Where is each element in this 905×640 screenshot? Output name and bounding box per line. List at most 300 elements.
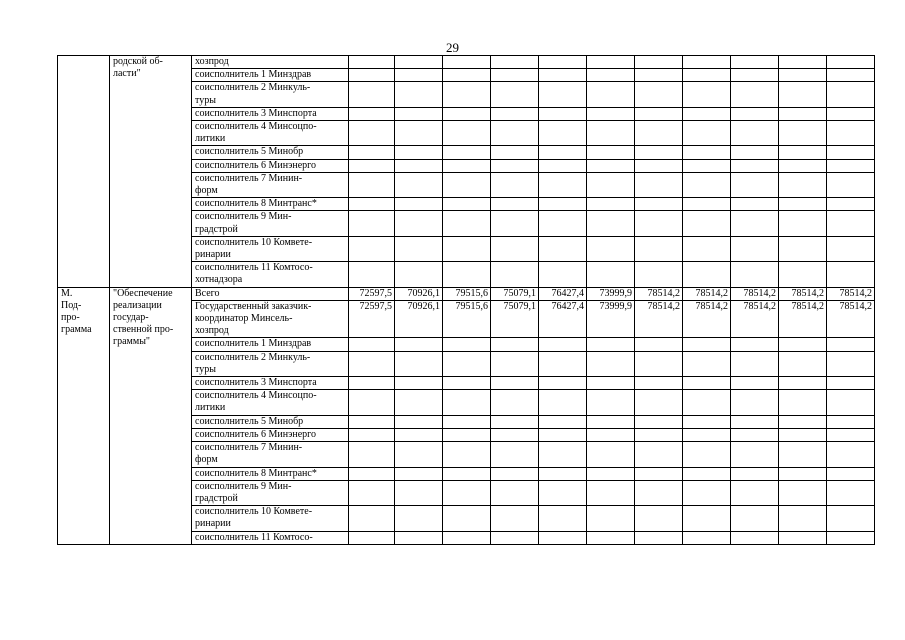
funding-value-cell [443, 338, 491, 351]
funding-value-cell [491, 442, 539, 467]
funding-value-cell [731, 211, 779, 236]
funding-value-cell [827, 262, 875, 287]
funding-value-cell [731, 467, 779, 480]
text-line: соисполнитель 10 Комвете- [195, 236, 313, 248]
funding-value-cell: 75079,1 [491, 300, 539, 338]
funding-value-cell [635, 69, 683, 82]
funding-value-cell: 73999,9 [587, 287, 635, 300]
text-line: соисполнитель 9 Мин- [195, 211, 292, 223]
funding-value-cell [587, 172, 635, 197]
funding-value-cell [635, 351, 683, 376]
funding-value-cell [587, 159, 635, 172]
funding-value-cell [443, 377, 491, 390]
funding-value-cell [443, 390, 491, 415]
funding-value-cell [731, 351, 779, 376]
text-line: ринарии [195, 518, 231, 530]
funding-value-cell [443, 146, 491, 159]
funding-value-cell [731, 69, 779, 82]
funding-value-cell [635, 480, 683, 505]
funding-value-cell [539, 377, 587, 390]
funding-value-cell [731, 172, 779, 197]
text-line: ласти" [113, 68, 141, 80]
funding-value-cell [587, 531, 635, 544]
funding-value-cell [491, 480, 539, 505]
funding-value-cell [731, 146, 779, 159]
funding-value-cell [395, 338, 443, 351]
program-name-cell [110, 287, 192, 544]
funding-value-cell [827, 159, 875, 172]
funding-value-cell [395, 236, 443, 261]
text-line: градстрой [195, 492, 238, 504]
subprogram-m-section [58, 287, 875, 544]
funding-value-cell [635, 146, 683, 159]
text-line: литики [195, 133, 226, 145]
funding-value-cell [349, 198, 395, 211]
executor-cell: соисполнитель 6 Минэнерго [192, 428, 349, 441]
executor-cell [192, 236, 349, 261]
funding-value-cell [539, 198, 587, 211]
text-line: соисполнитель 4 Минсоцпо- [195, 121, 317, 133]
funding-value-cell [539, 159, 587, 172]
funding-table [57, 55, 875, 545]
executor-cell [192, 506, 349, 531]
text-line: государ- [113, 312, 149, 324]
funding-value-cell [539, 146, 587, 159]
funding-value-cell [443, 82, 491, 107]
funding-value-cell [827, 172, 875, 197]
funding-value-cell: 78514,2 [635, 287, 683, 300]
funding-value-cell [683, 107, 731, 120]
funding-value-cell [539, 428, 587, 441]
executor-cell: соисполнитель 11 Комтосо- [192, 531, 349, 544]
funding-value-cell [395, 351, 443, 376]
funding-value-cell [491, 351, 539, 376]
text-line: про- [61, 312, 80, 324]
funding-value-cell [635, 390, 683, 415]
funding-value-cell [491, 428, 539, 441]
funding-value-cell [731, 159, 779, 172]
funding-value-cell: 78514,2 [779, 300, 827, 338]
funding-value-cell [827, 428, 875, 441]
funding-value-cell [491, 415, 539, 428]
funding-value-cell [779, 56, 827, 69]
funding-value-cell [539, 506, 587, 531]
funding-value-cell [683, 467, 731, 480]
funding-value-cell: 78514,2 [683, 300, 731, 338]
funding-value-cell [779, 172, 827, 197]
funding-value-cell [635, 442, 683, 467]
funding-value-cell [395, 428, 443, 441]
funding-value-cell [539, 338, 587, 351]
funding-value-cell [587, 351, 635, 376]
funding-value-cell [779, 121, 827, 146]
funding-value-cell [491, 198, 539, 211]
funding-value-cell [587, 506, 635, 531]
funding-value-cell [491, 82, 539, 107]
funding-value-cell [395, 506, 443, 531]
funding-value-cell [635, 56, 683, 69]
funding-value-cell [395, 159, 443, 172]
funding-value-cell [731, 531, 779, 544]
funding-value-cell [395, 198, 443, 211]
funding-value-cell [635, 211, 683, 236]
funding-value-cell [395, 390, 443, 415]
funding-value-cell [539, 69, 587, 82]
funding-value-cell [539, 442, 587, 467]
funding-value-cell [683, 480, 731, 505]
funding-value-cell [587, 262, 635, 287]
funding-value-cell [827, 506, 875, 531]
executor-cell [192, 351, 349, 376]
funding-value-cell [827, 198, 875, 211]
funding-value-cell [443, 467, 491, 480]
funding-value-cell [443, 480, 491, 505]
funding-value-cell [779, 236, 827, 261]
funding-value-cell: 79515,6 [443, 300, 491, 338]
funding-value-cell [349, 56, 395, 69]
funding-value-cell: 72597,5 [349, 300, 395, 338]
funding-value-cell [683, 172, 731, 197]
program-code-cell [58, 287, 110, 544]
funding-value-cell [443, 172, 491, 197]
funding-value-cell [779, 428, 827, 441]
funding-value-cell [395, 442, 443, 467]
funding-value-cell [443, 428, 491, 441]
funding-value-cell [491, 159, 539, 172]
funding-value-cell: 78514,2 [779, 287, 827, 300]
funding-value-cell [395, 82, 443, 107]
funding-value-cell [539, 531, 587, 544]
funding-value-cell [587, 236, 635, 261]
funding-value-cell [827, 56, 875, 69]
funding-value-cell [395, 262, 443, 287]
executor-cell [192, 121, 349, 146]
funding-value-cell [683, 56, 731, 69]
funding-value-cell [779, 262, 827, 287]
text-line: туры [195, 94, 216, 106]
funding-value-cell [827, 211, 875, 236]
funding-value-cell [539, 415, 587, 428]
funding-value-cell [349, 390, 395, 415]
program-code-cell [58, 56, 110, 288]
table-row [58, 56, 875, 69]
executor-cell [192, 480, 349, 505]
funding-value-cell [779, 198, 827, 211]
funding-value-cell [731, 480, 779, 505]
funding-value-cell [827, 69, 875, 82]
funding-value-cell [395, 415, 443, 428]
executor-cell: соисполнитель 1 Минздрав [192, 338, 349, 351]
executor-cell [192, 172, 349, 197]
funding-value-cell [635, 506, 683, 531]
funding-value-cell [349, 107, 395, 120]
funding-value-cell [349, 211, 395, 236]
funding-value-cell [731, 442, 779, 467]
funding-value-cell [635, 338, 683, 351]
funding-value-cell [395, 172, 443, 197]
funding-value-cell [731, 415, 779, 428]
funding-value-cell [587, 415, 635, 428]
text-line: граммы" [113, 336, 150, 348]
funding-value-cell [779, 442, 827, 467]
funding-value-cell [731, 338, 779, 351]
text-line: хозпрод [195, 325, 229, 337]
funding-value-cell [587, 467, 635, 480]
funding-value-cell [349, 236, 395, 261]
funding-value-cell [827, 390, 875, 415]
funding-value-cell [635, 262, 683, 287]
funding-value-cell [587, 338, 635, 351]
funding-value-cell [349, 428, 395, 441]
funding-value-cell [443, 415, 491, 428]
funding-value-cell [827, 415, 875, 428]
funding-value-cell [779, 82, 827, 107]
funding-value-cell [779, 211, 827, 236]
funding-value-cell [683, 442, 731, 467]
funding-value-cell [683, 506, 731, 531]
text-line: координатор Минсель- [195, 313, 293, 325]
funding-value-cell [635, 159, 683, 172]
funding-value-cell [587, 480, 635, 505]
funding-value-cell [349, 338, 395, 351]
funding-value-cell [827, 107, 875, 120]
funding-value-cell [349, 506, 395, 531]
executor-cell [192, 211, 349, 236]
funding-value-cell: 78514,2 [731, 300, 779, 338]
text-line: "Обеспечение [113, 287, 173, 299]
funding-value-cell [349, 146, 395, 159]
funding-value-cell [779, 338, 827, 351]
funding-value-cell [827, 236, 875, 261]
funding-value-cell [491, 107, 539, 120]
funding-value-cell [779, 146, 827, 159]
funding-value-cell [827, 377, 875, 390]
top-section [58, 56, 875, 288]
text-line: форм [195, 454, 218, 466]
funding-value-cell [635, 428, 683, 441]
funding-value-cell [539, 236, 587, 261]
funding-value-cell [395, 480, 443, 505]
funding-value-cell [635, 121, 683, 146]
funding-value-cell: 76427,4 [539, 287, 587, 300]
funding-value-cell [491, 69, 539, 82]
funding-value-cell [395, 121, 443, 146]
funding-value-cell [443, 198, 491, 211]
funding-value-cell [827, 146, 875, 159]
funding-value-cell [731, 121, 779, 146]
funding-value-cell [587, 442, 635, 467]
executor-cell: соисполнитель 8 Минтранс* [192, 198, 349, 211]
funding-value-cell [539, 82, 587, 107]
funding-value-cell [491, 377, 539, 390]
funding-value-cell [683, 236, 731, 261]
executor-cell: соисполнитель 3 Минспорта [192, 107, 349, 120]
funding-value-cell [683, 338, 731, 351]
funding-value-cell: 78514,2 [731, 287, 779, 300]
funding-value-cell [443, 531, 491, 544]
funding-value-cell: 78514,2 [683, 287, 731, 300]
funding-value-cell [539, 56, 587, 69]
funding-value-cell [491, 390, 539, 415]
funding-value-cell [539, 467, 587, 480]
funding-value-cell [779, 506, 827, 531]
funding-value-cell [443, 107, 491, 120]
funding-value-cell: 78514,2 [827, 287, 875, 300]
funding-value-cell [731, 236, 779, 261]
funding-value-cell [827, 467, 875, 480]
funding-value-cell [349, 172, 395, 197]
executor-cell [192, 390, 349, 415]
funding-value-cell [587, 377, 635, 390]
funding-value-cell [349, 480, 395, 505]
funding-value-cell: 70926,1 [395, 287, 443, 300]
funding-value-cell [539, 262, 587, 287]
executor-cell: Всего [192, 287, 349, 300]
executor-cell: соисполнитель 5 Минобр [192, 146, 349, 159]
funding-value-cell [635, 377, 683, 390]
funding-value-cell [349, 531, 395, 544]
funding-value-cell [443, 56, 491, 69]
funding-value-cell [635, 82, 683, 107]
funding-value-cell [395, 107, 443, 120]
executor-cell: соисполнитель 6 Минэнерго [192, 159, 349, 172]
funding-value-cell [779, 69, 827, 82]
funding-value-cell [443, 121, 491, 146]
funding-value-cell [491, 531, 539, 544]
text-line: соисполнитель 2 Минкуль- [195, 82, 311, 94]
funding-value-cell [779, 351, 827, 376]
funding-value-cell [731, 377, 779, 390]
funding-value-cell [827, 442, 875, 467]
funding-value-cell [349, 377, 395, 390]
funding-value-cell [587, 211, 635, 236]
text-line: реализации [113, 299, 162, 311]
funding-value-cell [731, 262, 779, 287]
funding-value-cell [635, 107, 683, 120]
funding-value-cell [827, 480, 875, 505]
funding-value-cell [731, 506, 779, 531]
funding-value-cell [635, 531, 683, 544]
funding-value-cell [395, 377, 443, 390]
funding-value-cell [395, 56, 443, 69]
funding-value-cell [443, 236, 491, 261]
funding-value-cell [349, 351, 395, 376]
text-line: грамма [61, 324, 92, 336]
funding-value-cell [779, 467, 827, 480]
funding-value-cell [349, 415, 395, 428]
text-line: туры [195, 363, 216, 375]
funding-value-cell [491, 146, 539, 159]
text-line: Государственный заказчик- [195, 300, 312, 312]
funding-value-cell [683, 82, 731, 107]
funding-value-cell [827, 82, 875, 107]
funding-value-cell: 70926,1 [395, 300, 443, 338]
funding-value-cell [491, 467, 539, 480]
funding-value-cell [443, 442, 491, 467]
funding-value-cell [779, 480, 827, 505]
funding-value-cell [683, 531, 731, 544]
funding-value-cell [395, 531, 443, 544]
funding-value-cell [491, 262, 539, 287]
text-line: хотнадзора [195, 274, 243, 286]
funding-value-cell [443, 506, 491, 531]
funding-value-cell [539, 351, 587, 376]
text-line: литики [195, 402, 226, 414]
funding-value-cell [635, 198, 683, 211]
funding-value-cell [395, 211, 443, 236]
funding-value-cell [683, 198, 731, 211]
funding-value-cell [587, 121, 635, 146]
program-name-cell [110, 56, 192, 288]
funding-value-cell [827, 351, 875, 376]
funding-value-cell [491, 236, 539, 261]
funding-value-cell [491, 172, 539, 197]
funding-value-cell [731, 107, 779, 120]
funding-value-cell [731, 56, 779, 69]
funding-value-cell [395, 69, 443, 82]
funding-value-cell [779, 377, 827, 390]
text-line: М. [61, 287, 73, 299]
funding-value-cell [635, 236, 683, 261]
executor-cell [192, 82, 349, 107]
funding-value-cell [443, 262, 491, 287]
text-line: соисполнитель 7 Минин- [195, 172, 303, 184]
funding-value-cell [827, 531, 875, 544]
funding-value-cell: 76427,4 [539, 300, 587, 338]
text-line: соисполнитель 11 Комтосо- [195, 262, 313, 274]
funding-value-cell: 72597,5 [349, 287, 395, 300]
text-line: градстрой [195, 223, 238, 235]
funding-value-cell [539, 480, 587, 505]
funding-value-cell [349, 121, 395, 146]
funding-value-cell [683, 211, 731, 236]
funding-value-cell [779, 159, 827, 172]
funding-value-cell [683, 351, 731, 376]
table-row [58, 287, 875, 300]
funding-value-cell [587, 69, 635, 82]
text-line: соисполнитель 10 Комвете- [195, 506, 313, 518]
executor-cell: хозпрод [192, 56, 349, 69]
funding-value-cell: 75079,1 [491, 287, 539, 300]
page-number: 29 [446, 40, 459, 55]
funding-value-cell [349, 159, 395, 172]
text-line: соисполнитель 9 Мин- [195, 480, 292, 492]
funding-value-cell [491, 506, 539, 531]
funding-value-cell [349, 442, 395, 467]
funding-value-cell [635, 172, 683, 197]
funding-value-cell [827, 121, 875, 146]
funding-value-cell [635, 467, 683, 480]
funding-value-cell [491, 56, 539, 69]
text-line: соисполнитель 2 Минкуль- [195, 351, 311, 363]
funding-value-cell [683, 159, 731, 172]
funding-value-cell [587, 428, 635, 441]
funding-value-cell [635, 415, 683, 428]
funding-value-cell [491, 121, 539, 146]
funding-value-cell [539, 107, 587, 120]
funding-value-cell [587, 56, 635, 69]
funding-value-cell [731, 198, 779, 211]
funding-value-cell [349, 467, 395, 480]
text-line: форм [195, 185, 218, 197]
funding-value-cell [349, 69, 395, 82]
funding-value-cell [587, 107, 635, 120]
funding-value-cell [443, 351, 491, 376]
funding-value-cell [491, 211, 539, 236]
funding-value-cell [349, 82, 395, 107]
funding-value-cell [539, 172, 587, 197]
funding-value-cell [683, 415, 731, 428]
